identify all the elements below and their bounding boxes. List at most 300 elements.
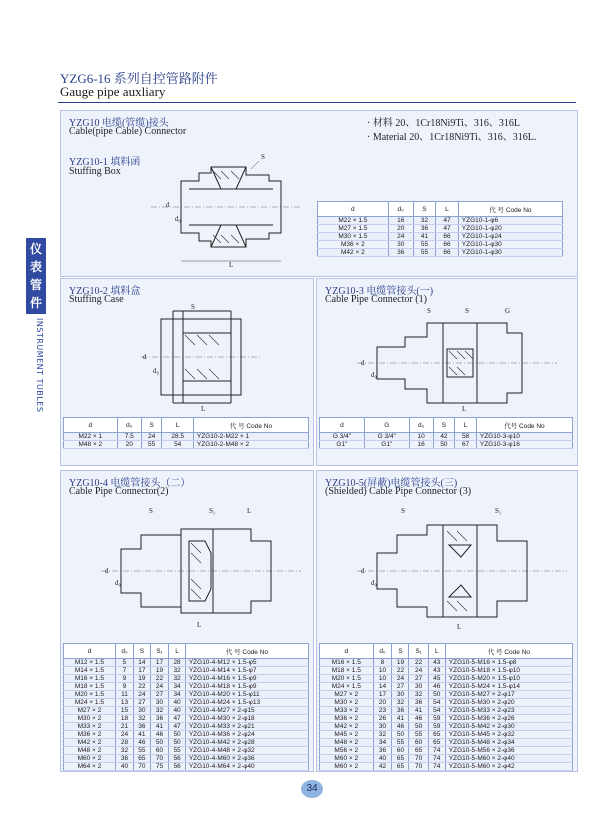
cable-pipe-3-table [319,643,573,771]
table-cell: 10 [373,675,392,683]
page-title-en: Gauge pipe auxliary [60,84,166,99]
stuffing-case-table [63,417,309,449]
side-tab-char: 管 [29,278,42,292]
table-cell: YZG10-4-M48 × 2-φ32 [185,747,308,755]
cable-pipe-1-drawing [357,303,557,413]
table-cell: YZG10-4-M36 × 2-φ24 [185,731,308,739]
dim-d: d [166,201,170,209]
table-cell: 16 [409,441,433,449]
table-cell: YZG10-5-M60 × 2-φ40 [445,755,572,763]
side-tab-char: 表 [29,260,42,274]
table-row [320,763,573,771]
table-cell: M18 × 1.5 [320,667,374,675]
table-row [320,675,573,683]
table-cell: 19 [134,675,151,683]
dim-d0: d₀ [371,579,377,587]
table-cell: 32 [169,675,186,683]
table-cell: 65 [409,747,428,755]
table-cell: 34 [169,691,186,699]
table-cell: 70 [409,763,428,771]
cable-pipe-2-title-cn: YZG10-4 电缆管接头（二） [69,478,191,489]
table-cell: 32 [115,747,133,755]
table-row [320,715,573,723]
dim-d0: d₀ [153,367,159,375]
table-cell: M30 × 1.5 [318,233,389,241]
table-cell: YZG10-5-M16 × 1.5-φ8 [445,659,572,667]
table-row [320,667,573,675]
table-cell: YZG10-3-φ10 [476,433,572,441]
table-cell: M24 × 1.5 [64,699,116,707]
table-cell: M60 × 2 [320,763,374,771]
table-cell: YZG10-1-φ24 [458,233,562,241]
table-cell: 46 [150,731,169,739]
col-header: 代 号 Code No [185,644,308,659]
dim-d0: d₀ [175,215,181,223]
table-row [320,691,573,699]
table-cell: M48 × 2 [64,441,118,449]
table-cell: 50 [433,441,455,449]
table-cell: M12 × 1.5 [64,659,116,667]
cable-pipe-3-title-en: (Shielded) Cable Pipe Connector (3) [325,486,472,497]
stuffing-box-table [317,201,563,257]
table-cell: 46 [134,739,151,747]
table-cell: 41 [409,707,428,715]
table-cell: M45 × 2 [320,731,374,739]
table-cell: 41 [150,723,169,731]
panel-cable-pipe-3 [316,470,578,772]
table-cell: 41 [413,233,436,241]
stuffing-box-drawing [151,149,311,269]
table-row [64,747,309,755]
table-cell: 42 [373,763,392,771]
table-cell: YZG10-1-φ20 [458,225,562,233]
table-cell: 22 [392,667,409,675]
cable-pipe-3-drawing [357,501,567,631]
table-cell: 30 [392,691,409,699]
table-cell: 70 [150,755,169,763]
table-cell: 30 [150,699,169,707]
table-cell: 66 [436,241,459,249]
side-tab-char: 件 [29,296,42,310]
table-cell: 43 [428,667,445,675]
table-cell: 60 [409,739,428,747]
table-row [320,433,573,441]
table-cell: M60 × 2 [64,755,116,763]
table-cell: M60 × 2 [320,755,374,763]
col-header: d [320,644,374,659]
material-cn: · 材料 20、1Cr18Ni9Ti、316、316L [367,118,520,129]
table-cell: 54 [428,699,445,707]
panel-cable-pipe-1 [316,278,578,466]
dim-l: L [247,507,252,515]
stuffing-box-title-cn: YZG10-1 填料函 [69,157,141,168]
table-cell: 55 [169,747,186,755]
table-cell: 27 [134,699,151,707]
col-header: L [436,202,459,217]
table-cell: YZG10-5-M18 × 1.5-φ10 [445,667,572,675]
table-cell: 65 [392,755,409,763]
table-cell: YZG10-5-M36 × 2-φ26 [445,715,572,723]
table-row [320,659,573,667]
table-cell: 65 [428,739,445,747]
table-row [64,755,309,763]
table-cell: M20 × 1.5 [64,691,116,699]
table-cell: M27 × 1.5 [318,225,389,233]
table-cell: YZG10-5-M48 × 2-φ34 [445,739,572,747]
col-header: d [318,202,389,217]
col-header: S₁ [150,644,169,659]
dim-g: G [505,307,511,315]
table-cell: 50 [428,691,445,699]
table-cell: 19 [150,667,169,675]
table-cell: M33 × 2 [64,723,116,731]
table-cell: 36 [150,715,169,723]
table-cell: 60 [150,747,169,755]
table-cell: 36 [413,225,436,233]
table-cell: 22 [409,659,428,667]
table-cell: 32 [134,715,151,723]
table-cell: YZG10-1-φ6 [458,217,562,225]
table-cell: 20 [388,225,413,233]
table-cell: 17 [150,659,169,667]
col-header: L [455,418,477,433]
table-row [318,217,563,225]
table-cell: 65 [392,763,409,771]
table-cell: YZG10-5-M60 × 2-φ42 [445,763,572,771]
table-cell: 59 [428,715,445,723]
table-cell: 55 [392,739,409,747]
table-cell: G1" [320,441,365,449]
table-row [64,433,309,441]
table-row [64,667,309,675]
side-tab [26,238,46,314]
table-cell: YZG10-4-M64 × 2-φ40 [185,763,308,771]
table-cell: YZG10-5-M24 × 1.5-φ14 [445,683,572,691]
table-cell: 36 [373,747,392,755]
material-en: · Material 20、1Cr18Ni9Ti、316、316L. [367,132,537,143]
title-divider [58,102,576,103]
table-cell: 47 [169,723,186,731]
table-cell: M42 × 2 [64,739,116,747]
page-title-cn: YZG6-16 系列自控管路附件 [60,71,218,86]
stuffing-case-drawing [131,303,261,413]
table-cell: YZG10-4-M18 × 1.5-φ9 [185,683,308,691]
table-cell: 75 [150,763,169,771]
side-tab-english: INSTRUMENT TUBLES [35,318,44,413]
table-cell: M36 × 2 [320,715,374,723]
table-cell: 47 [169,715,186,723]
table-cell: 32 [392,699,409,707]
table-row [320,441,573,449]
table-cell: 50 [409,723,428,731]
dim-s1: S₁ [495,507,502,515]
table-cell: YZG10-4-M42 × 2-φ28 [185,739,308,747]
dim-s: S [149,507,153,515]
table-cell: 50 [169,739,186,747]
table-cell: 55 [409,731,428,739]
table-cell: YZG10-1-φ30 [458,241,562,249]
col-header: S [433,418,455,433]
table-cell: 17 [134,667,151,675]
table-row [64,683,309,691]
dim-s: S [465,307,469,315]
table-cell: 10 [409,433,433,441]
table-row [64,441,309,449]
table-row [320,707,573,715]
col-header: d [64,418,118,433]
table-cell: 26 [373,715,392,723]
table-cell: 7.5 [117,433,141,441]
table-cell: 58 [455,433,477,441]
table-cell: 36 [409,699,428,707]
table-cell: 19 [392,659,409,667]
table-cell: M36 × 2 [318,241,389,249]
table-cell: 32 [373,731,392,739]
table-cell: M64 × 2 [64,763,116,771]
table-cell: YZG10-5-M45 × 2-φ32 [445,731,572,739]
table-cell: 45 [428,675,445,683]
panel-stuffing-box [60,110,578,277]
table-row [64,699,309,707]
table-cell: 27 [150,691,169,699]
table-cell: M56 × 2 [320,747,374,755]
table-cell: 74 [428,763,445,771]
table-cell: 32 [169,667,186,675]
dim-s: S [191,303,195,311]
table-cell: 30 [409,683,428,691]
table-cell: 56 [169,755,186,763]
table-cell: M48 × 2 [320,739,374,747]
table-cell: YZG10-4-M14 × 1.5-φ7 [185,667,308,675]
table-cell: YZG10-2-M48 × 2 [193,441,308,449]
col-header: d₀ [373,644,392,659]
table-row [318,233,563,241]
cable-pipe-2-drawing [101,501,301,631]
col-header: G [364,418,409,433]
table-cell: 32 [150,707,169,715]
stuffing-box-title-en: Stuffing Box [69,166,121,177]
dim-d: d [361,359,365,367]
table-cell: YZG10-5-M56 × 2-φ36 [445,747,572,755]
dim-d: d [105,567,109,575]
table-cell: 56 [169,763,186,771]
table-cell: M14 × 1.5 [64,667,116,675]
table-cell: 36 [134,723,151,731]
table-cell: 27 [392,683,409,691]
table-row [64,723,309,731]
dim-l: L [457,623,462,631]
col-header: 代号 Code No [476,418,572,433]
table-cell: 55 [134,747,151,755]
table-cell: 41 [392,715,409,723]
table-cell: 50 [169,731,186,739]
table-cell: 17 [373,691,392,699]
col-header: L [169,644,186,659]
panel-stuffing-case [60,278,314,466]
table-cell: YZG10-4-M30 × 2-φ18 [185,715,308,723]
yzg10-title-cn: YZG10 电缆(管缆)接头 [69,118,169,129]
table-cell: 9 [115,683,133,691]
col-header: d [64,644,116,659]
table-cell: M27 × 2 [320,691,374,699]
panel-cable-pipe-2 [60,470,314,772]
table-row [320,683,573,691]
dim-l: L [229,261,234,269]
col-header: d [320,418,365,433]
col-header: 代 号 Code No [458,202,562,217]
table-cell: 18 [115,715,133,723]
table-cell: M18 × 1.5 [64,683,116,691]
table-cell: 65 [428,731,445,739]
dim-s: S [427,307,431,315]
table-cell: 27 [409,675,428,683]
table-cell: 54 [428,707,445,715]
table-cell: 21 [115,723,133,731]
table-cell: 11 [115,691,133,699]
table-cell: 43 [428,659,445,667]
table-cell: 40 [373,755,392,763]
table-cell: 46 [428,683,445,691]
table-cell: 67 [455,441,477,449]
table-cell: YZG10-4-M60 × 2-φ36 [185,755,308,763]
table-cell: 16 [388,217,413,225]
table-cell: YZG10-5-M27 × 2-φ17 [445,691,572,699]
table-cell: 70 [134,763,151,771]
table-cell: M22 × 1.5 [318,217,389,225]
table-row [320,755,573,763]
table-cell: 24 [141,433,162,441]
table-cell: 47 [436,217,459,225]
table-cell: YZG10-4-M20 × 1.5-φ11 [185,691,308,699]
dim-d: d [143,353,147,361]
table-cell: 30 [373,723,392,731]
table-cell: 40 [169,707,186,715]
table-cell: 24 [115,731,133,739]
dim-d: d [361,567,365,575]
table-cell: 36 [115,755,133,763]
table-cell: 24 [388,233,413,241]
table-cell: 55 [141,441,162,449]
table-cell: YZG10-4-M33 × 2-φ21 [185,723,308,731]
col-header: S [392,644,409,659]
table-row [318,241,563,249]
col-header: S₁ [409,644,428,659]
table-cell: M42 × 2 [318,249,389,257]
table-cell: M42 × 2 [320,723,374,731]
table-cell: 10 [373,667,392,675]
table-cell: 46 [409,715,428,723]
stuffing-case-title-cn: YZG10-2 填料盒 [69,286,141,297]
table-cell: 70 [409,755,428,763]
col-header: d₀ [409,418,433,433]
col-header: L [428,644,445,659]
table-cell: 22 [134,683,151,691]
table-cell: G 3/4" [364,433,409,441]
table-cell: 23 [373,707,392,715]
cable-pipe-2-title-en: Cable Pipe Connector(2) [69,486,169,497]
table-cell: YZG10-4-M27 × 2-φ15 [185,707,308,715]
table-cell: 15 [115,707,133,715]
table-cell: 8 [373,659,392,667]
col-header: 代 号 Code No [445,644,572,659]
table-cell: M24 × 1.5 [320,683,374,691]
table-row [320,699,573,707]
table-cell: 9 [115,675,133,683]
table-cell: 22 [150,675,169,683]
table-cell: 74 [428,747,445,755]
table-cell: M48 × 2 [64,747,116,755]
dim-l: L [201,405,206,413]
table-cell: G 3/4" [320,433,365,441]
table-cell: YZG10-5-M33 × 2-φ23 [445,707,572,715]
col-header: S [413,202,436,217]
table-cell: 46 [392,723,409,731]
table-row [318,225,563,233]
dim-s: S [261,153,265,161]
dim-d0: d₀ [371,371,377,379]
table-cell: 74 [428,755,445,763]
table-row [64,691,309,699]
table-cell: 24 [392,675,409,683]
table-cell: YZG10-4-M12 × 1.5-φ5 [185,659,308,667]
table-cell: 32 [409,691,428,699]
table-row [64,707,309,715]
table-cell: 55 [413,241,436,249]
table-row [320,739,573,747]
col-header: d₀ [117,418,141,433]
table-cell: 34 [373,739,392,747]
table-cell: 20 [117,441,141,449]
table-cell: 28 [115,739,133,747]
cable-pipe-1-title-en: Cable Pipe Connector (1) [325,294,427,305]
cable-pipe-1-table [319,417,573,449]
table-cell: 40 [169,699,186,707]
table-cell: YZG10-3-φ16 [476,441,572,449]
col-header: S [134,644,151,659]
table-cell: 55 [413,249,436,257]
col-header: d₀ [115,644,133,659]
col-header: S [141,418,162,433]
table-cell: M20 × 1.5 [320,675,374,683]
table-cell: 59 [428,723,445,731]
table-cell: 40 [115,763,133,771]
table-cell: 7 [115,667,133,675]
table-cell: 14 [134,659,151,667]
cable-pipe-1-title-cn: YZG10-3 电缆管接头(一) [325,286,434,297]
table-row [320,747,573,755]
dim-l: L [462,405,467,413]
dim-s: S [401,507,405,515]
side-tab-char: 仪 [29,242,42,256]
table-cell: YZG10-4-M16 × 1.5-φ9 [185,675,308,683]
table-cell: M36 × 2 [64,731,116,739]
col-header: L [162,418,193,433]
table-cell: 24 [150,683,169,691]
table-cell: YZG10-1-φ30 [458,249,562,257]
table-cell: YZG10-5-M30 × 2-φ20 [445,699,572,707]
table-cell: 34 [169,683,186,691]
table-cell: 50 [150,739,169,747]
table-row [64,739,309,747]
table-cell: 47 [436,225,459,233]
table-row [64,675,309,683]
table-cell: 42 [433,433,455,441]
table-cell: 28 [169,659,186,667]
col-header: 代 号 Code No [193,418,308,433]
table-cell: M16 × 1.5 [320,659,374,667]
col-header: d₀ [388,202,413,217]
table-row [64,715,309,723]
